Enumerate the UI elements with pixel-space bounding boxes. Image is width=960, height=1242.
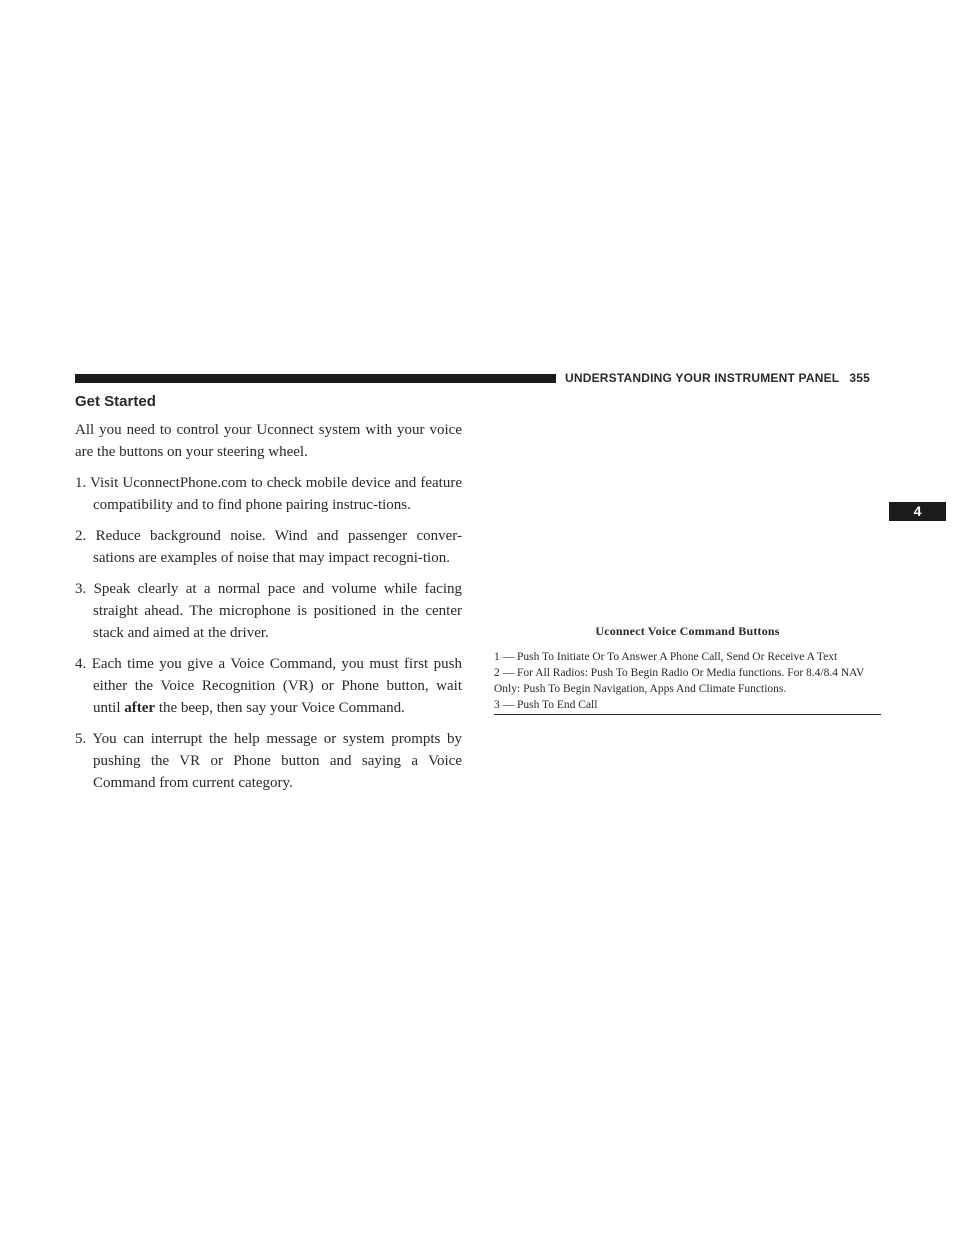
- steps-list: [75, 472, 462, 794]
- chapter-tab: 4: [889, 502, 946, 521]
- page-number: 355: [849, 371, 870, 385]
- step-1: 1. Visit UconnectPhone.com to check mobile device and feature compatibility and to find phone pairing instruc-tions.: [75, 475, 462, 513]
- step-3: 3. Speak clearly at a normal pace and volume while facing straight ahead. The microphone is positioned in the center stack and aimed at the driver.: [75, 581, 462, 641]
- caption-item-1: 1 — Push To Initiate Or To Answer A Phone Call, Send Or Receive A Text: [494, 651, 838, 663]
- step-2: 2. Reduce background noise. Wind and passenger conver-sations are examples of noise that may impact recogni-tion.: [75, 528, 462, 566]
- caption-item-2: 2 — For All Radios: Push To Begin Radio Or Media functions. For 8.4/8.4 NAV Only: Push To Begin Navigation, Apps And Climate Functions.: [494, 667, 865, 695]
- header-title: UNDERSTANDING YOUR INSTRUMENT PANEL: [565, 371, 840, 385]
- step-5: 5. You can interrupt the help message or system prompts by pushing the VR or Phone button and saying a Voice Command from current category.: [75, 731, 462, 791]
- step-4-bold: after: [124, 700, 156, 716]
- header-bar: [75, 374, 556, 383]
- step-4: [75, 653, 462, 719]
- step-4-text-after: the beep, then say your Voice Command.: [155, 700, 405, 716]
- caption-rule: [494, 714, 881, 715]
- caption-item-3: 3 — Push To End Call: [494, 699, 598, 711]
- caption-title: Uconnect Voice Command Buttons: [595, 624, 780, 638]
- section-heading: Get Started: [75, 393, 156, 410]
- step-4-text-before: 4. Each time you give a Voice Command, you must first push either the Voice Recognition (VR) or Phone button, wait until: [75, 656, 462, 716]
- intro-paragraph: All you need to control your Uconnect system with your voice are the buttons on your steering wheel.: [75, 422, 462, 460]
- main-column: [75, 393, 462, 803]
- figure-caption: [494, 624, 881, 715]
- running-header: [565, 371, 870, 385]
